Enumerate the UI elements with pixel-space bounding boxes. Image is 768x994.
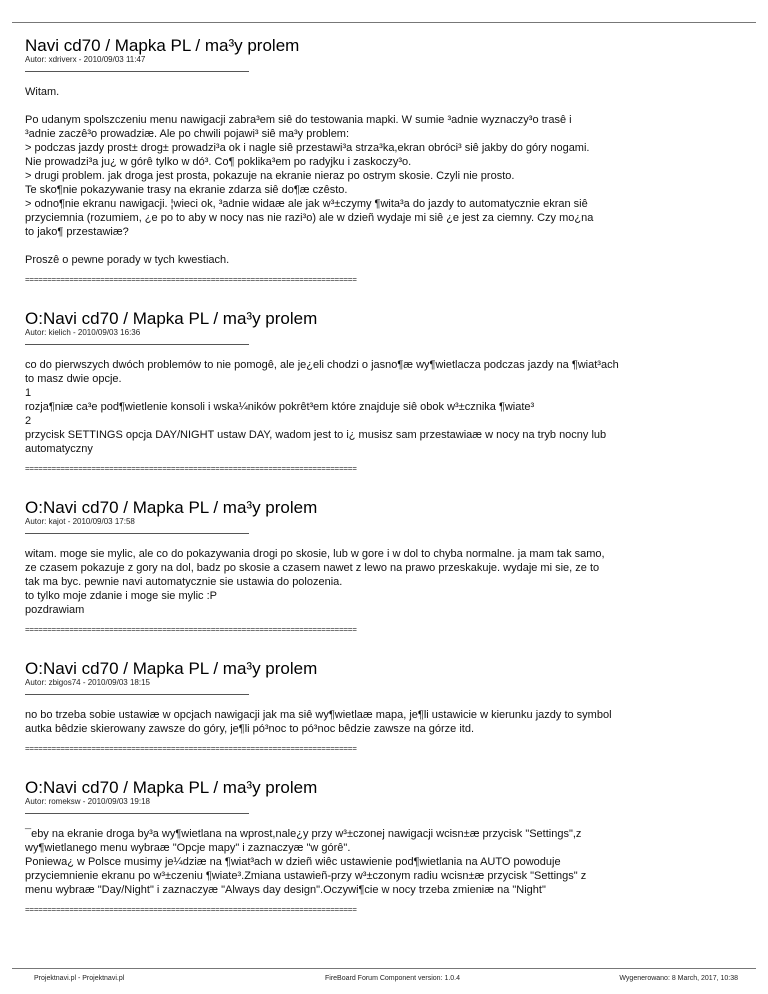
- post-text-line: Nie prowadzi³a ju¿ w górê tylko w dó³. Co¶ poklika³em po radyjku i zaskoczy³o.: [25, 156, 412, 168]
- post-text-line: ¯eby na ekranie droga by³a wy¶wietlana na wprost,nale¿y przy w³±czonej nawigacji wcisn±æ przycisk "Settings",z: [25, 828, 582, 840]
- post-text-line: to masz dwie opcje.: [25, 373, 122, 385]
- post-text-line: wy¶wietlanego menu wybraæ "Opcje mapy" i zaznaczyæ "w górê".: [25, 842, 351, 854]
- post-title: O:Navi cd70 / Mapka PL / ma³y prolem: [25, 659, 318, 678]
- forum-thread: [25, 36, 737, 939]
- post-title: O:Navi cd70 / Mapka PL / ma³y prolem: [25, 309, 318, 328]
- post-text-line: ze czasem pokazuje z gory na dol, badz po skosie a czasem nawet z lewo na prawo przeskakuje. wydaje mi sie, ze to: [25, 562, 600, 574]
- post-paragraph: [25, 85, 737, 99]
- post-text-line: ³adnie zaczê³o prowadziæ. Ale po chwili pojawi³ siê ma³y problem:: [25, 128, 350, 140]
- page-top-rule: [12, 22, 756, 23]
- post-header-rule: [25, 694, 249, 695]
- post-separator: ===========================================================================: [25, 744, 357, 753]
- post-author-meta: Autor: kajot - 2010/09/03 17:58: [25, 517, 135, 526]
- post-text-line: > podczas jazdy prost± drog± prowadzi³a ok i nagle siê przestawi³a strza³ka,ekran obróci³ siê jakby do góry nogami.: [25, 142, 590, 154]
- post-text-line: rozja¶niæ ca³e pod¶wietlenie konsoli i wska¼ników pokrêt³em które znajduje siê obok w³±cznika ¶wiate³: [25, 401, 535, 413]
- forum-post: [25, 309, 737, 474]
- post-paragraph: [25, 253, 737, 267]
- page-bottom-rule: [12, 968, 756, 969]
- post-text-line: to jako¶ przestawiæ?: [25, 226, 129, 238]
- post-text-line: > drugi problem. jak droga jest prosta, pokazuje na ekranie nieraz po ostrym skosie. Czyli nie prosto.: [25, 170, 515, 182]
- post-text-line: menu wybraæ "Day/Night" i zaznaczyæ "Always day design".Oczywi¶cie w nocy trzeba zmieniæ na "Night": [25, 884, 546, 896]
- post-paragraph: [25, 827, 737, 897]
- post-body: [25, 85, 737, 267]
- post-paragraph: [25, 708, 737, 736]
- post-text-line: > odno¶nie ekranu nawigacji. ¦wieci ok, ³adnie widaæ ale jak w³±czymy ¶wita³a do jazdy to automatycznie ekran siê: [25, 198, 588, 210]
- post-body: [25, 708, 737, 736]
- post-text-line: no bo trzeba sobie ustawiæ w opcjach nawigacji jak ma siê wy¶wietlaæ mapa, je¶li ustawicie w kierunku jazdy to symbol: [25, 709, 612, 721]
- forum-post: [25, 778, 737, 915]
- post-header-rule: [25, 344, 249, 345]
- post-text-line: witam. moge sie mylic, ale co do pokazywania drogi po skosie, lub w gore i w dol to chyba normalne. ja mam tak samo,: [25, 548, 605, 560]
- post-text-line: automatyczny: [25, 443, 93, 455]
- post-header-rule: [25, 813, 249, 814]
- post-text-line: przycisk SETTINGS opcja DAY/NIGHT ustaw DAY, wadom jest to i¿ musisz sam przestawiaæ w nocy na tryb nocny lub: [25, 429, 607, 441]
- post-text-line: co do pierwszych dwóch problemów to nie pomogê, ale je¿eli chodzi o jasno¶æ wy¶wietlacza podczas jazdy na ¶wiat³ach: [25, 359, 619, 371]
- post-title: O:Navi cd70 / Mapka PL / ma³y prolem: [25, 778, 318, 797]
- post-body: [25, 827, 737, 897]
- footer-generated-date: Wygenerowano: 8 March, 2017, 10:38: [619, 975, 738, 982]
- forum-post: [25, 498, 737, 635]
- post-text-line: tak ma byc. pewnie navi automatycznie sie ustawia do polozenia.: [25, 576, 343, 588]
- forum-post: [25, 659, 737, 754]
- post-text-line: przyciemnienie ekranu po w³±czeniu ¶wiate³.Zmiana ustawieñ-przy w³±czonym radiu wcisn±æ przycisk "Settings" z: [25, 870, 587, 882]
- post-title: Navi cd70 / Mapka PL / ma³y prolem: [25, 36, 300, 55]
- footer-site-name: Projektnavi.pl - Projektnavi.pl: [34, 975, 125, 982]
- forum-post: [25, 36, 737, 285]
- post-text-line: autka bêdzie skierowany zawsze do góry, je¶li pó³noc to pó³noc bêdzie zawsze na górze itd.: [25, 723, 475, 735]
- post-text-line: to tylko moje zdanie i moge sie mylic :P: [25, 590, 217, 602]
- post-author-meta: Autor: xdriverx - 2010/09/03 11:47: [25, 55, 146, 64]
- post-text-line: przyciemnia (rozumiem, ¿e po to aby w nocy nas nie razi³o) ale w dzieñ wydaje mi siê ¿e jest za ciemny. Czy mo¿na: [25, 212, 594, 224]
- post-separator: ===========================================================================: [25, 464, 357, 473]
- post-text-line: 1: [25, 387, 32, 399]
- post-paragraph: [25, 113, 737, 239]
- post-author-meta: Autor: kielich - 2010/09/03 16:36: [25, 328, 141, 337]
- post-paragraph: [25, 547, 737, 617]
- footer-component-version: FireBoard Forum Component version: 1.0.4: [325, 975, 461, 982]
- post-text-line: pozdrawiam: [25, 604, 85, 616]
- post-text-line: Te sko¶nie pokazywanie trasy na ekranie zdarza siê do¶æ czêsto.: [25, 184, 348, 196]
- post-separator: ===========================================================================: [25, 625, 357, 634]
- post-text-line: Proszê o pewne porady w tych kwestiach.: [25, 254, 230, 266]
- post-text-line: 2: [25, 415, 32, 427]
- post-text-line: Witam.: [25, 86, 60, 98]
- post-author-meta: Autor: zbigos74 - 2010/09/03 18:15: [25, 678, 150, 687]
- post-title: O:Navi cd70 / Mapka PL / ma³y prolem: [25, 498, 318, 517]
- post-separator: ===========================================================================: [25, 275, 357, 284]
- post-body: [25, 547, 737, 617]
- post-text-line: Poniewa¿ w Polsce musimy je¼dziæ na ¶wiat³ach w dzieñ wiêc ustawienie pod¶wietlania na AUTO powoduje: [25, 856, 561, 868]
- post-body: [25, 358, 737, 456]
- post-separator: ===========================================================================: [25, 905, 357, 914]
- post-author-meta: Autor: romeksw - 2010/09/03 19:18: [25, 797, 150, 806]
- post-header-rule: [25, 71, 249, 72]
- post-header-rule: [25, 533, 249, 534]
- post-text-line: Po udanym spolszczeniu menu nawigacji zabra³em siê do testowania mapki. W sumie ³adnie wyznaczy³o trasê i: [25, 114, 572, 126]
- post-paragraph: [25, 358, 737, 456]
